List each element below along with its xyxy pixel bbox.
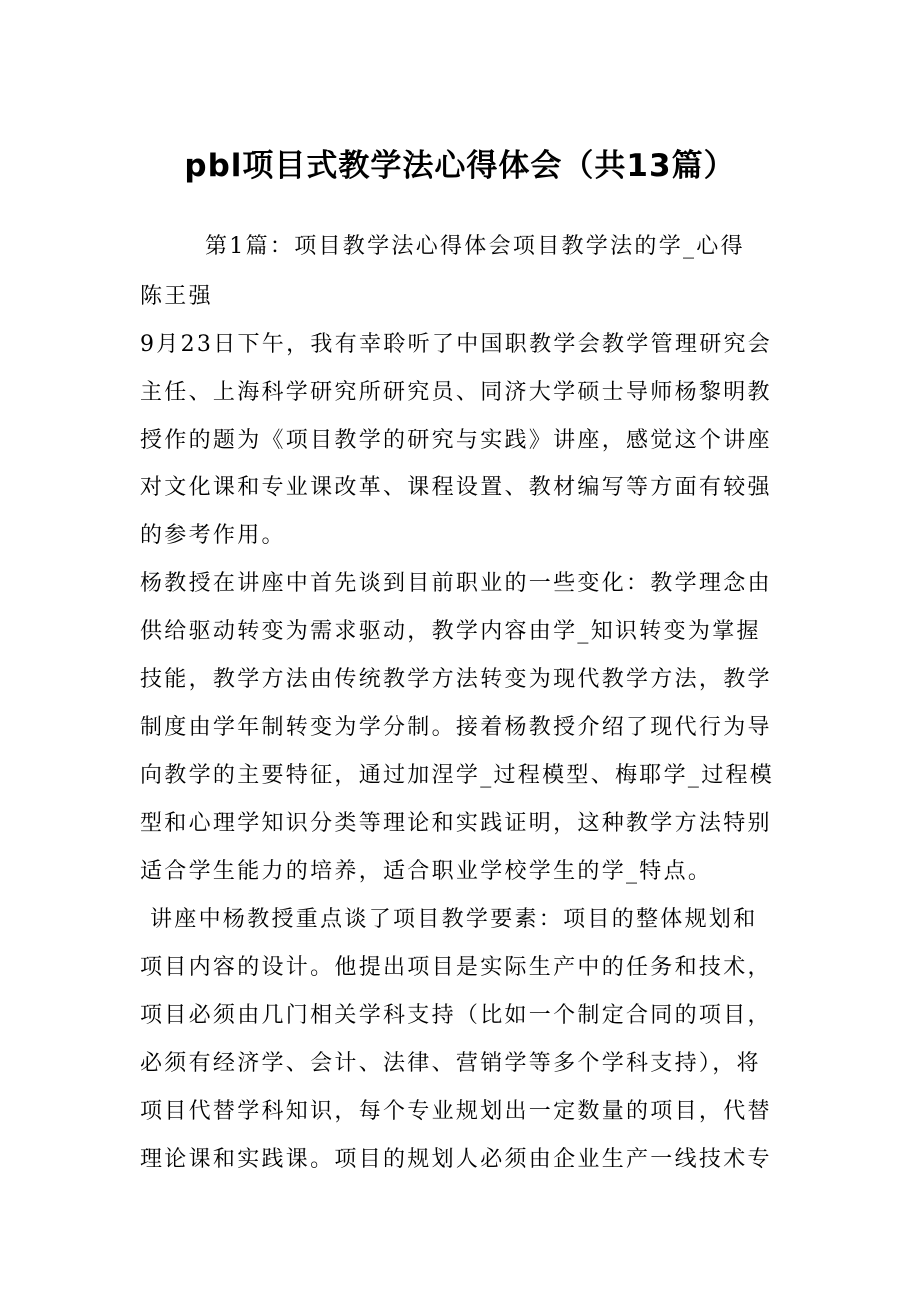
paragraph-line: 对文化课和专业课改革、课程设置、教材编写等方面有较强 (140, 475, 772, 500)
paragraph-line: 授作的题为《项目教学的研究与实践》讲座，感觉这个讲座 (140, 428, 772, 453)
paragraph-line: 9月23日下午，我有幸聆听了中国职教学会教学管理研究会 (140, 332, 773, 357)
paragraph-line: 技能，教学方法由传统教学方法转变为现代教学方法，教学 (140, 667, 772, 692)
paragraph-line: 项目代替学科知识，每个专业规划出一定数量的项目，代替 (140, 1099, 772, 1124)
paragraph-line: 制度由学年制转变为学分制。接着杨教授介绍了现代行为导 (140, 715, 772, 740)
paragraph-line: 项目内容的设计。他提出项目是实际生产中的任务和技术， (140, 955, 772, 980)
paragraph-line: 理论课和实践课。项目的规划人必须由企业生产一线技术专 (140, 1147, 772, 1172)
paragraph-line: 的参考作用。 (140, 523, 286, 548)
paragraph-line: 讲座中杨教授重点谈了项目教学要素：项目的整体规划和 (150, 907, 758, 932)
paragraph-line: 必须有经济学、会计、法律、营销学等多个学科支持），将 (140, 1051, 761, 1076)
paragraph-line: 杨教授在讲座中首先谈到目前职业的一些变化：教学理念由 (140, 571, 772, 596)
paragraph-line: 适合学生能力的培养，适合职业学校学生的学_特点。 (140, 859, 713, 884)
paragraph-line: 主任、上海科学研究所研究员、同济大学硕士导师杨黎明教 (140, 380, 772, 405)
paragraph-line: 向教学的主要特征，通过加涅学_过程模型、梅耶学_过程模 (140, 763, 775, 788)
paragraph-line: 型和心理学知识分类等理论和实践证明，这种教学方法特别 (140, 811, 772, 836)
document-title: pbl项目式教学法心得体会（共13篇） (184, 148, 736, 184)
author-name: 陈王强 (140, 284, 213, 309)
paragraph-line: 项目必须由几门相关学科支持（比如一个制定合同的项目， (140, 1003, 772, 1028)
section-heading: 第1篇：项目教学法心得体会项目教学法的学_心得 (205, 234, 745, 259)
paragraph-line: 供给驱动转变为需求驱动，教学内容由学_知识转变为掌握 (140, 619, 761, 644)
